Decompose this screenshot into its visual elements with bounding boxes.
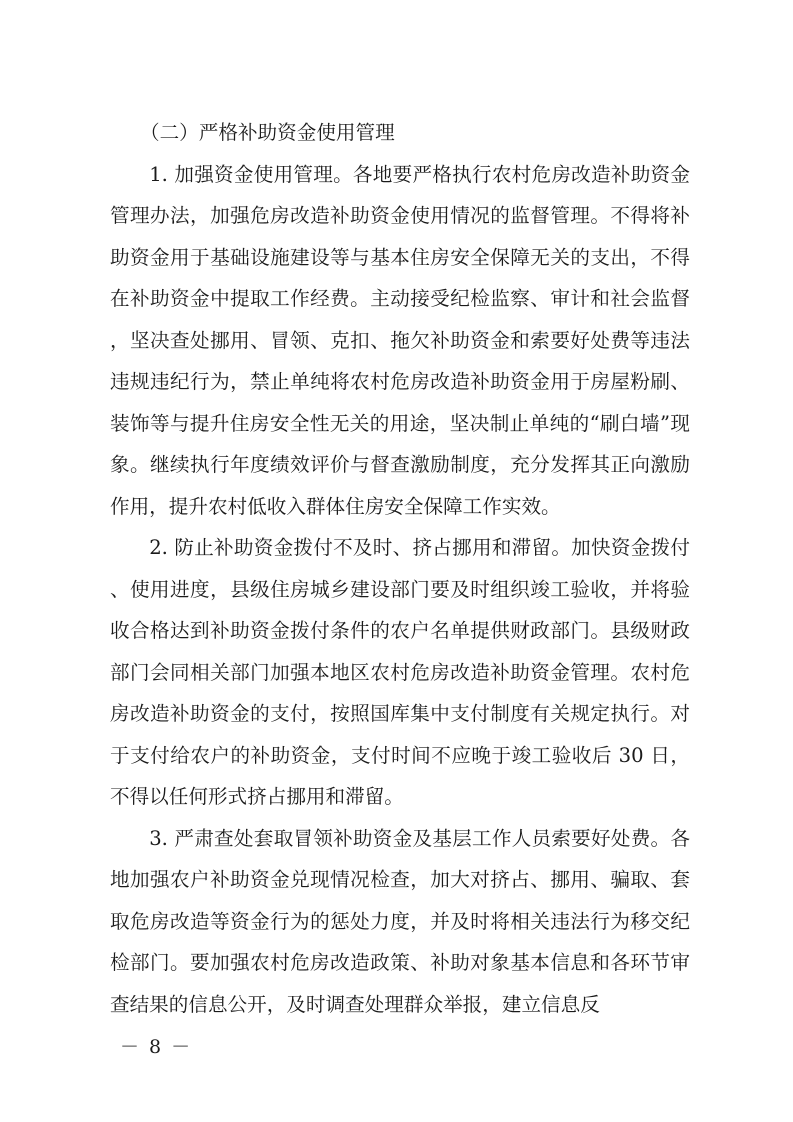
section-heading: （二）严格补助资金使用管理 bbox=[140, 121, 395, 144]
document-body bbox=[110, 112, 690, 1025]
page-number: － 8 － bbox=[120, 1036, 193, 1058]
paragraph-1-fund-usage-management: 1. 加强资金使用管理。各地要严格执行农村危房改造补助资金管理办法，加强危房改造补助资金使用情况的监督管理。不得将补助资金用于基础设施建设等与基本住房安全保障无关的支出，不得在补助资金中提取工作经费。主动接受纪检监察、审计和社会监督，坚决查处挪用、冒领、克扣、拖欠补助资金和索要好处费等违法违规违纪行为，禁止单纯将农村危房改造补助资金用于房屋粉刷、装饰等与提升住房安全性无关的用途，坚决制止单纯的“刷白墙”现象。继续执行年度绩效评价与督查激励制度，充分发挥其正向激励作用，提升农村低收入群体住房安全保障工作实效。 bbox=[110, 162, 690, 518]
paragraph-2-prevent-delayed-disbursement: 2. 防止补助资金拨付不及时、挤占挪用和滞留。加快资金拨付、使用进度，县级住房城乡建设部门要及时组织竣工验收，并将验收合格达到补助资金拨付条件的农户名单提供财政部门。县级财政部门会同相关部门加强本地区农村危房改造补助资金管理。农村危房改造补助资金的支付，按照国库集中支付制度有关规定执行。对于支付给农户的补助资金，支付时间不应晚于竣工验收后 30 日，不得以任何形式挤占挪用和滞留。 bbox=[110, 536, 690, 808]
paragraph-3-investigate-fraudulent-claims: 3. 严肃查处套取冒领补助资金及基层工作人员索要好处费。各地加强农户补助资金兑现情况检查，加大对挤占、挪用、骗取、套取危房改造等资金行为的惩处力度，并及时将相关违法行为移交纪检部门。要加强农村危房改造政策、补助对象基本信息和各环节审查结果的信息公开，及时调查处理群众举报，建立信息反 bbox=[110, 826, 690, 1016]
